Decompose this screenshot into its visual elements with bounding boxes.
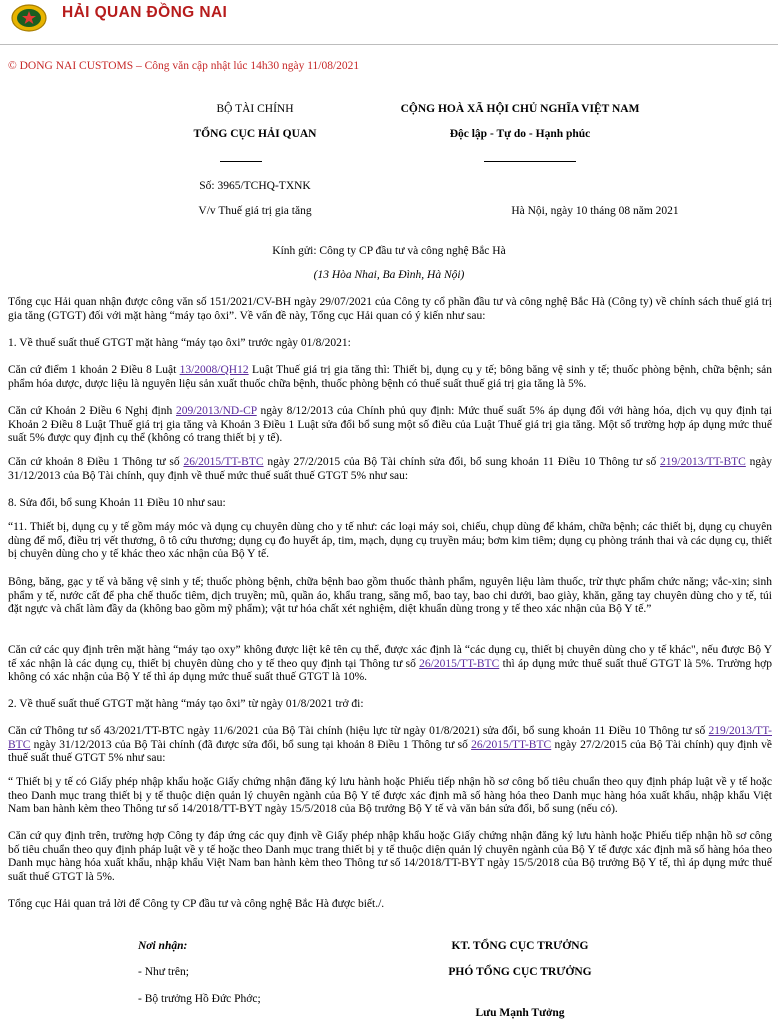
doc-date: Hà Nội, ngày 10 tháng 08 năm 2021 bbox=[511, 205, 679, 217]
link-circular-26-2015[interactable]: 26/2015/TT-BTC bbox=[183, 456, 264, 468]
signer-title-1: KT. TỔNG CỤC TRƯỞNG bbox=[451, 940, 589, 952]
recipient: Kính gửi: Công ty CP đầu tư và công nghệ Bắc Hà bbox=[272, 245, 506, 257]
link-circular-26-2015-b[interactable]: 26/2015/TT-BTC bbox=[419, 657, 500, 670]
ministry-name: BỘ TÀI CHÍNH bbox=[216, 103, 294, 115]
link-circular-26-2015-c[interactable]: 26/2015/TT-BTC bbox=[471, 738, 552, 751]
section-1-heading: 1. Về thuế suất thuế GTGT mặt hàng “máy tạo ôxi” trước ngày 01/8/2021: bbox=[8, 337, 351, 349]
copyright-line: © DONG NAI CUSTOMS – Công văn cập nhật lúc 14h30 ngày 11/08/2021 bbox=[8, 60, 360, 72]
quote-medical-devices: “11. Thiết bị, dụng cụ y tế gồm máy móc và dụng cụ chuyên dùng cho y tế như: các loại máy soi, chiếu, chụp dùng để khám, chữa bệnh; các thiết bị, dụng cụ chuyên dùng để mổ, điều trị vết thương, ô tô cứu thương; dụng cụ đo huyết áp, tim, mạch, dụng cụ truyền máu; bơm kim tiêm; dụng cụ phòng tránh thai và các dụng cụ, thiết bị chuyên dùng cho y tế khác theo xác nhận của Bộ Y tế. bbox=[8, 521, 772, 560]
quote-medical-supplies: Bông, băng, gạc y tế và băng vệ sinh y tế; thuốc phòng bệnh, chữa bệnh bao gồm thuốc thành phẩm, nguyên liệu làm thuốc, trừ thực phẩm chức năng; vắc-xin; sinh phẩm y tế, nước cất để pha chế thuốc tiêm, dịch truyền; mũ, quần áo, khẩu trang, săng mổ, bao tay, bao chi dưới, bao giày, khăn, găng tay chuyên dùng cho y tế, túi đặt ngực và chất làm đầy da (không bao gồm mỹ phẩm); vật tư hóa chất xét nghiệm, diệt khuẩn dùng trong y tế theo xác nhận của Bộ Y tế.” bbox=[8, 576, 772, 615]
recipient-address: (13 Hòa Nhai, Ba Đình, Hà Nội) bbox=[313, 269, 465, 281]
recipient-item-1: - Như trên; bbox=[138, 966, 189, 978]
intro-paragraph: Tổng cục Hải quan nhận được công văn số 151/2021/CV-BH ngày 29/07/2021 của Công ty cổ phần đầu tư và công nghệ Bắc Hà (Công ty) về chính sách thuế giá trị gia tăng (GTGT) đối với mặt hàng “máy tạo ôxi”. Về vấn đề này, Tổng cục Hải quan có ý kiến như sau: bbox=[8, 296, 772, 322]
doc-number: Số: 3965/TCHQ-TXNK bbox=[199, 180, 311, 192]
link-circular-219-2013-b[interactable]: 219/2013/TT-BTC bbox=[8, 725, 772, 751]
national-motto: Độc lập - Tự do - Hạnh phúc bbox=[449, 128, 591, 140]
quote-import-license: “ Thiết bị y tế có Giấy phép nhập khẩu hoặc Giấy chứng nhận đăng ký lưu hành hoặc Phiếu tiếp nhận hồ sơ công bố tiêu chuẩn theo quy định pháp luật về y tế hoặc theo Danh mục trang thiết bị y tế thuộc diện quản lý chuyên ngành của Bộ Y tế được xác định mã số hàng hóa theo Danh mục hàng hóa xuất khẩu, nhập khẩu Việt Nam ban hành kèm theo Thông tư số 14/2018/TT-BYT ngày 15/5/2018 của Bộ trưởng Bộ Y tế và văn bản sửa đổi, bổ sung (nếu có). bbox=[8, 776, 772, 815]
left-underline bbox=[220, 161, 262, 162]
closing-paragraph: Tổng cục Hải quan trả lời để Công ty CP đầu tư và công nghệ Bắc Hà được biết./. bbox=[8, 898, 385, 910]
header-divider bbox=[0, 44, 778, 45]
customs-emblem-icon bbox=[10, 3, 48, 33]
right-underline bbox=[484, 161, 576, 162]
signer-name: Lưu Mạnh Tưởng bbox=[475, 1007, 565, 1019]
republic-name: CỘNG HOÀ XÃ HỘI CHỦ NGHĨA VIỆT NAM bbox=[400, 103, 640, 115]
doc-subject: V/v Thuế giá trị gia tăng bbox=[198, 205, 312, 217]
signer-title-2: PHÓ TỔNG CỤC TRƯỞNG bbox=[448, 966, 592, 978]
recipient-item-2: - Bộ trưởng Hồ Đức Phớc; bbox=[138, 993, 261, 1005]
site-header bbox=[0, 0, 778, 46]
paragraph-oxygen-before: Căn cứ các quy định trên mặt hàng “máy tạo oxy” không được liệt kê tên cụ thể, được xác định là “các dụng cụ, thiết bị chuyên dùng cho y tế khác", nếu được Bộ Y tế xác nhận là các dụng cụ, thiết bị chuyên dùng cho y tế theo quy định tại Thông tư số 26/2015/TT-BTC thì áp dụng mức thuế suất thuế GTGT là 5%. Trường hợp không có xác nhận của Bộ Y tế thì áp dụng mức thuế suất thuế GTGT là 10%. bbox=[8, 644, 772, 683]
paragraph-circular: Căn cứ khoản 8 Điều 1 Thông tư số 26/2015/TT-BTC ngày 27/2/2015 của Bộ Tài chính sửa đổi, bổ sung khoản 11 Điều 10 Thông tư số 219/2013/TT-BTC ngày 31/12/2013 của Bộ Tài chính, quy định về thuế mức thuế suất thuế GTGT 5% như sau: bbox=[8, 456, 772, 482]
link-decree-209-2013[interactable]: 209/2013/ND-CP bbox=[175, 405, 257, 417]
agency-name: TỔNG CỤC HẢI QUAN bbox=[193, 128, 317, 140]
link-law-13-2008[interactable]: 13/2008/QH12 bbox=[179, 364, 249, 376]
amendment-heading: 8. Sửa đổi, bổ sung Khoản 11 Điều 10 như sau: bbox=[8, 497, 226, 509]
paragraph-conclusion: Căn cứ quy định trên, trường hợp Công ty đáp ứng các quy định về Giấy phép nhập khẩu hoặc Giấy chứng nhận đăng ký lưu hành hoặc Phiếu tiếp nhận hồ sơ công bố tiêu chuẩn theo quy định pháp luật về y tế hoặc theo Danh mục trang thiết bị y tế thuộc diện quản lý chuyên ngành của Bộ Y tế được xác định mã số hàng hóa theo Danh mục hàng hóa xuất khẩu, nhập khẩu Việt Nam ban hành kèm theo Thông tư số 14/2018/TT-BYT ngày 15/5/2018 của Bộ trưởng Bộ Y tế, thì áp dụng mức thuế suất thuế GTGT là 5%. bbox=[8, 830, 772, 883]
paragraph-law: Căn cứ điểm 1 khoản 2 Điều 8 Luật 13/2008/QH12 Luật Thuế giá trị gia tăng thì: Thiết bị, dụng cụ y tế; bông băng vệ sinh y tế; thuốc phòng bệnh, chữa bệnh; sản phẩm hóa dược, dược liệu là nguyên liệu sản xuất thuốc chữa bệnh, thuốc phòng bệnh có thuế suất thuế giá trị gia tăng là 5%. bbox=[8, 364, 772, 390]
site-brand[interactable]: HẢI QUAN ĐỒNG NAI bbox=[62, 4, 228, 21]
paragraph-circular-43: Căn cứ Thông tư số 43/2021/TT-BTC ngày 11/6/2021 của Bộ Tài chính (hiệu lực từ ngày 01/8/2021) sửa đổi, bổ sung khoản 11 Điều 10 Thông tư số 219/2013/TT-BTC ngày 31/12/2013 của Bộ Tài chính (đã được sửa đổi, bổ sung tại khoản 8 Điều 1 Thông tư số 26/2015/TT-BTC ngày 27/2/2015 của Bộ Tài chính) quy định về thuế suất thuế GTGT 5% như sau: bbox=[8, 725, 772, 764]
section-2-heading: 2. Về thuế suất thuế GTGT mặt hàng “máy tạo ôxi” từ ngày 01/8/2021 trở đi: bbox=[8, 698, 364, 710]
recipients-label: Nơi nhận: bbox=[138, 940, 188, 952]
link-circular-219-2013[interactable]: 219/2013/TT-BTC bbox=[660, 456, 746, 468]
paragraph-decree: Căn cứ Khoản 2 Điều 6 Nghị định 209/2013/ND-CP ngày 8/12/2013 của Chính phủ quy định: Mức thuế suất 5% áp dụng đối với hàng hóa, dịch vụ quy định tại Khoản 2 Điều 8 Luật Thuế giá trị gia tăng và Khoản 3 Điều 1 Luật sửa đổi bổ sung một số điều của Luật Thuế giá trị gia tăng. Một số trường hợp áp dụng mức thuế suất 5% được quy định cụ thể (không có trang thiết bị y tế). bbox=[8, 405, 772, 444]
